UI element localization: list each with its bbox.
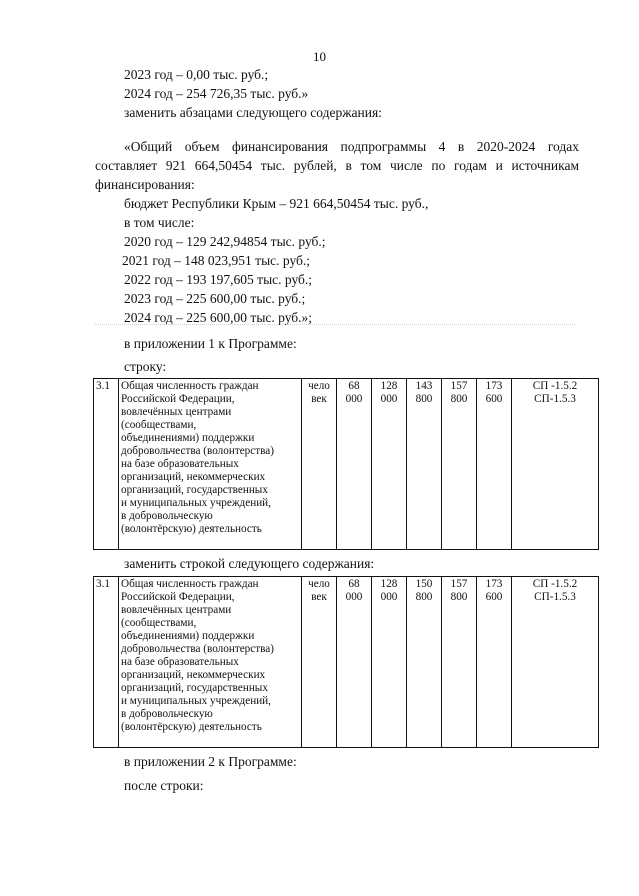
reference-cell: СП -1.5.2 СП-1.5.3 (512, 379, 599, 550)
value-cell-2023: 157 800 (442, 577, 477, 748)
text-line-2023: 2023 год – 0,00 тыс. руб.; (124, 67, 269, 82)
scan-artifact-line (95, 324, 575, 327)
budget-line-2021: 2021 год – 148 023,951 тыс. руб.; (122, 253, 311, 268)
paragraph-line-3: финансирования: (95, 177, 195, 192)
row-number: 3.1 (94, 379, 119, 550)
row-number: 3.1 (94, 577, 119, 748)
value-cell-2020: 68 000 (337, 379, 372, 550)
table-old-row (93, 378, 599, 550)
value-cell-2021: 128 000 (372, 379, 407, 550)
table-new-row (93, 576, 599, 748)
budget-line-2022: 2022 год – 193 197,605 тыс. руб.; (124, 272, 313, 287)
text-line-2024: 2024 год – 254 726,35 тыс. руб.» (124, 86, 309, 101)
indicator-name: Общая численность граждан Российской Федерации, вовлечённых центрами (сообществами, объединениями) поддержки добровольчества (волонтерства) на базе образовательных организаций, некоммерческих организаций, государственных и муниципальных учреждений, в добровольческую (волонтёрскую) деятельность (119, 577, 302, 748)
appendix-1-label: в приложении 1 к Программе: (124, 336, 297, 351)
value-cell-2024: 173 600 (477, 577, 512, 748)
unit-cell: чело век (302, 577, 337, 748)
budget-line-2023: 2023 год – 225 600,00 тыс. руб.; (124, 291, 306, 306)
paragraph-line-1: «Общий объем финансирования подпрограммы 4 в 2020-2024 годах (124, 139, 579, 154)
value-cell-2022: 150 800 (407, 577, 442, 748)
budget-line-2024: 2024 год – 225 600,00 тыс. руб.»; (124, 310, 313, 325)
value-cell-2023: 157 800 (442, 379, 477, 550)
after-row-label: после строки: (124, 778, 204, 793)
value-cell-2024: 173 600 (477, 379, 512, 550)
budget-line-2020: 2020 год – 129 242,94854 тыс. руб.; (124, 234, 326, 249)
unit-cell: чело век (302, 379, 337, 550)
table-row (94, 577, 599, 748)
indicator-name: Общая численность граждан Российской Федерации, вовлечённых центрами (сообществами, объединениями) поддержки добровольчества (волонтерства) на базе образовательных организаций, некоммерческих организаций, государственных и муниципальных учреждений, в добровольческую (волонтёрскую) деятельность (119, 379, 302, 550)
budget-line-total: бюджет Республики Крым – 921 664,50454 тыс. руб., (124, 196, 429, 211)
value-cell-2022: 143 800 (407, 379, 442, 550)
page-number: 10 (313, 49, 326, 64)
reference-cell: СП -1.5.2 СП-1.5.3 (512, 577, 599, 748)
table-row (94, 379, 599, 550)
replace-label: заменить строкой следующего содержания: (124, 556, 375, 571)
appendix-2-label: в приложении 2 к Программе: (124, 754, 297, 769)
budget-line-including: в том числе: (124, 215, 195, 230)
value-cell-2021: 128 000 (372, 577, 407, 748)
row-label: строку: (124, 359, 167, 374)
text-line-replace: заменить абзацами следующего содержания: (124, 105, 382, 120)
paragraph-line-2: составляет 921 664,50454 тыс. рублей, в том числе по годам и источникам (95, 158, 579, 173)
value-cell-2020: 68 000 (337, 577, 372, 748)
